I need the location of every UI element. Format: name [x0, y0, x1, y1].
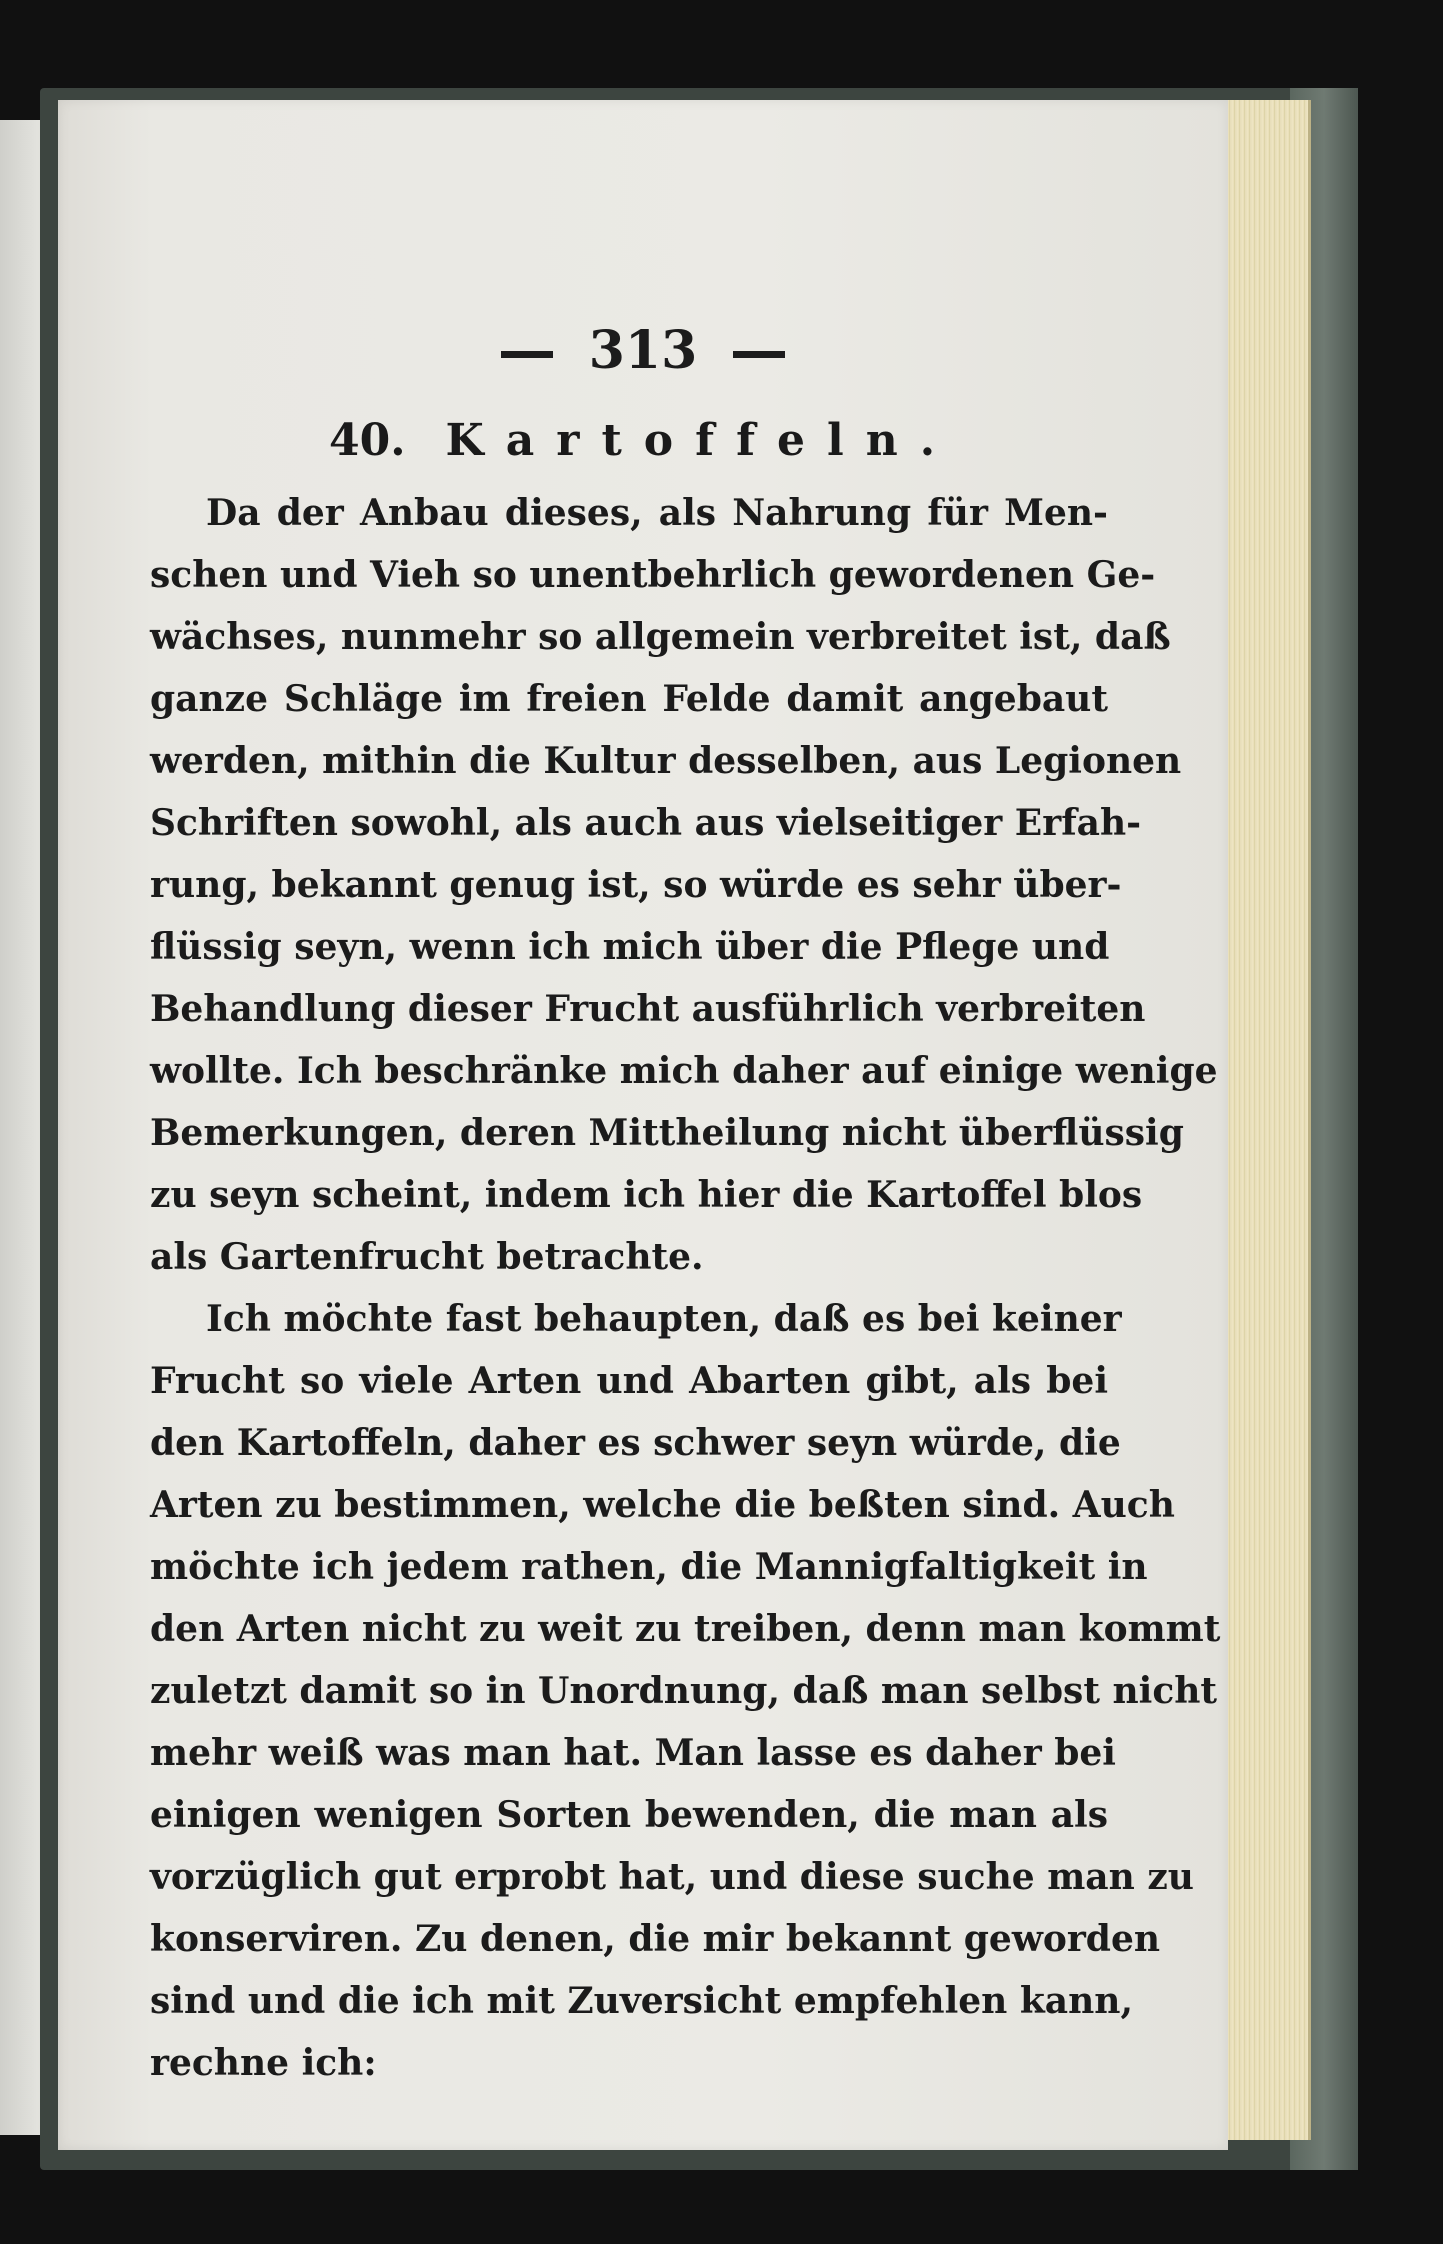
text-line: als Gartenfrucht betrachte. — [150, 1236, 704, 1278]
text-line: flüssig seyn, wenn ich mich über die Pflege und — [150, 926, 1110, 968]
body-text — [150, 482, 1221, 2094]
text-line: mehr weiß was man hat. Man lasse es daher bei — [150, 1732, 1116, 1774]
text-line: den Arten nicht zu weit zu treiben, denn man kommt — [150, 1608, 1221, 1650]
text-line: einigen wenigen Sorten bewenden, die man als — [150, 1794, 1108, 1836]
text-line: Ich möchte fast behaupten, daß es bei keiner — [206, 1298, 1122, 1340]
text-line: vorzüglich gut erprobt hat, und diese suche man zu — [150, 1856, 1194, 1898]
text-line: sind und die ich mit Zuversicht empfehlen kann, — [150, 1980, 1134, 2022]
section-heading — [58, 415, 1228, 466]
text-line: Arten zu bestimmen, welche die beßten sind. Auch — [150, 1484, 1175, 1526]
page-number: 313 — [588, 320, 698, 381]
text-line: wollte. Ich beschränke mich daher auf einige wenige — [150, 1050, 1218, 1092]
text-line: Behandlung dieser Frucht ausführlich verbreiten — [150, 988, 1146, 1030]
text-line: wächses, nunmehr so allgemein verbreitet ist, daß — [150, 616, 1171, 658]
text-line: rechne ich: — [150, 2042, 377, 2084]
text-line: ganze Schläge im freien Felde damit angebaut — [150, 678, 1108, 720]
text-line: rung, bekannt genug ist, so würde es sehr über- — [150, 864, 1122, 906]
header-dash-right — [733, 351, 785, 358]
text-line: konserviren. Zu denen, die mir bekannt geworden — [150, 1918, 1161, 1960]
header-dash-left — [501, 351, 553, 358]
text-line: Schriften sowohl, als auch aus vielseitiger Erfah- — [150, 802, 1142, 844]
text-line: schen und Vieh so unentbehrlich gewordenen Ge- — [150, 554, 1156, 596]
text-line: den Kartoffeln, daher es schwer seyn würde, die — [150, 1422, 1121, 1464]
section-title: Kartoffeln. — [445, 415, 958, 466]
text-line: zuletzt damit so in Unordnung, daß man selbst nicht — [150, 1670, 1218, 1712]
text-line: zu seyn scheint, indem ich hier die Kartoffel blos — [150, 1174, 1143, 1216]
section-number: 40. — [328, 415, 406, 466]
text-line: möchte ich jedem rathen, die Mannigfaltigkeit in — [150, 1546, 1148, 1588]
book-page — [58, 100, 1228, 2150]
text-line: Da der Anbau dieses, als Nahrung für Men- — [206, 492, 1108, 534]
text-line: Frucht so viele Arten und Abarten gibt, als bei — [150, 1360, 1108, 1402]
page-header — [58, 320, 1228, 381]
page-block-edges — [1220, 100, 1311, 2140]
text-line: Bemerkungen, deren Mittheilung nicht überflüssig — [150, 1112, 1184, 1154]
text-line: werden, mithin die Kultur desselben, aus Legionen — [150, 740, 1182, 782]
